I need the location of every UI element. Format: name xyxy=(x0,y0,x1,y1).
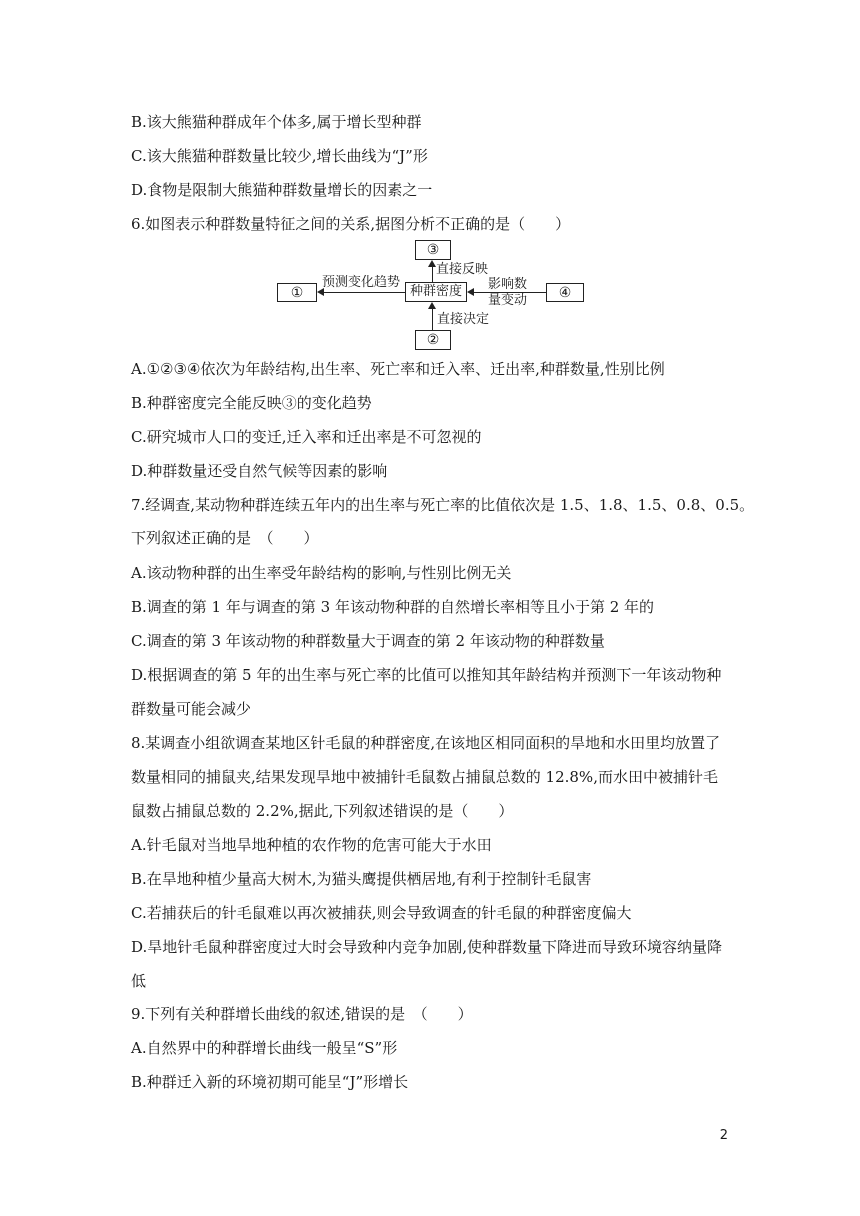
text-line: 6.如图表示种群数量特征之间的关系,据图分析不正确的是（ ） xyxy=(131,215,571,233)
text-line: A.针毛鼠对当地旱地种植的农作物的危害可能大于水田 xyxy=(131,836,492,854)
label-affect-2: 量变动 xyxy=(488,293,528,308)
arrow-up-line xyxy=(432,267,433,282)
text-line: D.旱地针毛鼠种群密度过大时会导致种内竞争加剧,使种群数量下降进而导致环境容纳量降 xyxy=(131,938,723,956)
text-line: D.根据调查的第 5 年的出生率与死亡率的比值可以推知其年龄结构并预测下一年该动物种 xyxy=(131,666,722,684)
box-4: ④ xyxy=(546,283,584,302)
label-affect-1: 影响数 xyxy=(488,277,528,292)
arrow-up-head xyxy=(428,260,436,267)
text-line: A.自然界中的种群增长曲线一般呈“S”形 xyxy=(131,1039,398,1057)
arrow-left-line xyxy=(324,292,405,293)
box-1: ① xyxy=(277,283,317,302)
text-line: C.该大熊猫种群数量比较少,增长曲线为“J”形 xyxy=(131,147,428,165)
arrow-left-head xyxy=(317,288,324,296)
page-number: 2 xyxy=(719,1128,728,1143)
arrow-bottom-line xyxy=(432,309,433,330)
label-predict: 预测变化趋势 xyxy=(322,275,401,290)
text-line: C.研究城市人口的变迁,迁入率和迁出率是不可忽视的 xyxy=(131,428,482,446)
text-line: C.调查的第 3 年该动物的种群数量大于调查的第 2 年该动物的种群数量 xyxy=(131,632,605,650)
text-line: 鼠数占捕鼠总数的 2.2%,据此,下列叙述错误的是（ ） xyxy=(131,802,514,820)
text-line: 9.下列有关种群增长曲线的叙述,错误的是 （ ） xyxy=(131,1005,473,1023)
label-determine: 直接决定 xyxy=(437,312,490,327)
box-3: ③ xyxy=(415,240,451,260)
text-line: B.种群迁入新的环境初期可能呈“J”形增长 xyxy=(131,1073,409,1091)
box-2: ② xyxy=(415,330,451,350)
text-line: 群数量可能会减少 xyxy=(131,700,252,718)
text-line: 7.经调查,某动物种群连续五年内的出生率与死亡率的比值依次是 1.5、1.8、1.5、0.8、0.5。 xyxy=(131,496,755,514)
text-line: A.该动物种群的出生率受年龄结构的影响,与性别比例无关 xyxy=(131,564,512,582)
text-line: B.调查的第 1 年与调查的第 3 年该动物种群的自然增长率相等且小于第 2 年的 xyxy=(131,598,655,616)
text-line: A.①②③④依次为年龄结构,出生率、死亡率和迁入率、迁出率,种群数量,性别比例 xyxy=(131,360,665,378)
text-line: 数量相同的捕鼠夹,结果发现旱地中被捕针毛鼠数占捕鼠总数的 12.8%,而水田中被捕针毛 xyxy=(131,768,718,786)
text-line: C.若捕获后的针毛鼠难以再次被捕获,则会导致调查的针毛鼠的种群密度偏大 xyxy=(131,904,632,922)
arrow-right-head xyxy=(467,288,474,296)
arrow-bottom-head xyxy=(428,302,436,309)
center-box: 种群密度 xyxy=(405,282,467,302)
text-line: D.食物是限制大熊猫种群数量增长的因素之一 xyxy=(131,181,433,199)
text-line: D.种群数量还受自然气候等因素的影响 xyxy=(131,462,388,480)
text-line: 下列叙述正确的是 （ ） xyxy=(131,529,319,547)
text-line: B.在旱地种植少量高大树木,为猫头鹰提供栖居地,有利于控制针毛鼠害 xyxy=(131,870,592,888)
text-line: B.种群密度完全能反映③的变化趋势 xyxy=(131,394,372,412)
arrow-right-line xyxy=(474,292,546,293)
text-line: 低 xyxy=(131,972,147,990)
text-line: 8.某调查小组欲调查某地区针毛鼠的种群密度,在该地区相同面积的旱地和水田里均放置了 xyxy=(131,734,721,752)
text-line: B.该大熊猫种群成年个体多,属于增长型种群 xyxy=(131,113,422,131)
label-reflect: 直接反映 xyxy=(436,262,489,277)
